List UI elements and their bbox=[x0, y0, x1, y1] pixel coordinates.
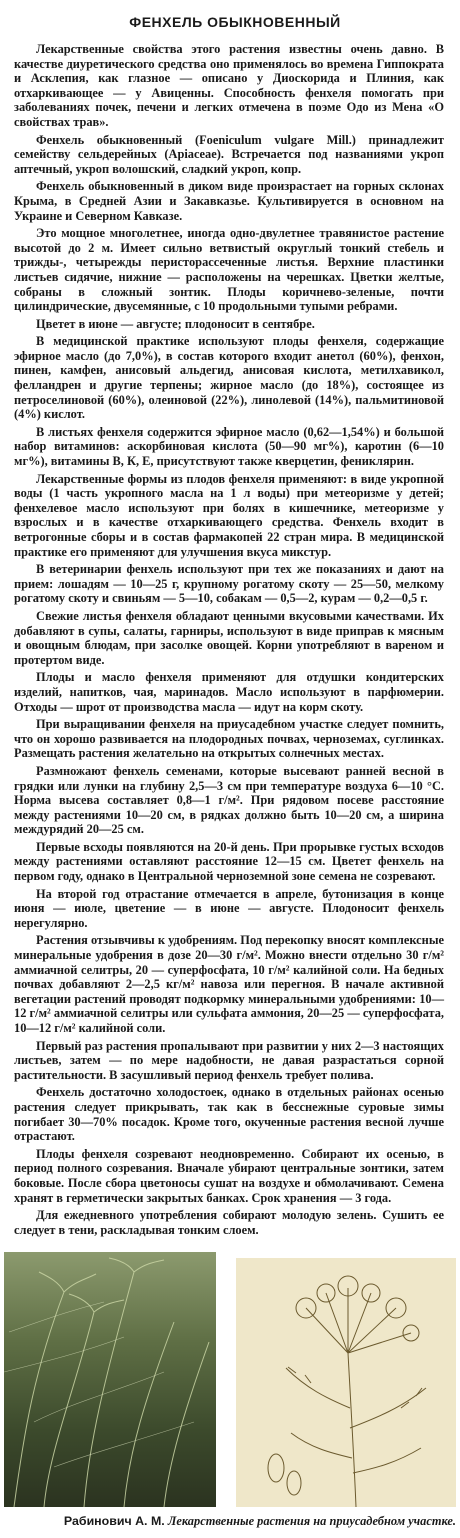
article-title: ФЕНХЕЛЬ ОБЫКНОВЕННЫЙ bbox=[129, 14, 341, 30]
paragraph: В медицинской практике используют плоды фенхеля, содержащие эфирное масло (до 7,0%), в состав которого входит анетол (60%), фенхон, пинен, камфен, анисовый альдегид, анисовая кислота, метилхавикол, фелландрен и другие терпены; жирное масло (до 18%), состоящее из петроселиновой (60%), олеиновой (22%), линолевой (14%), пальмитиновой (4%) кислот. bbox=[14, 334, 444, 422]
paragraph: Фенхель достаточно холодостоек, однако в отдельных районах осенью растения следует прикрывать, так как в бесснежные суровые зимы погибает 30—70% посадок. Кроме того, окученные растения весной лучше отрастают. bbox=[14, 1085, 444, 1144]
paragraph: Свежие листья фенхеля обладают ценными вкусовыми качествами. Их добавляют в супы, салаты, гарниры, используют в виде приправ к мясным и овощным блюдам, при засолке овощей. Корни употребляют в вареном и протертом виде. bbox=[14, 608, 444, 667]
paragraph: Фенхель обыкновенный в диком виде произрастает на горных склонах Крыма, в Средней Азии и Закавказье. Культивируется в основном на Украине и Северном Кавказе. bbox=[14, 179, 444, 223]
caption-book: Лекарственные растения на приусадебном участке. bbox=[167, 1514, 456, 1528]
figures bbox=[4, 1252, 456, 1507]
paragraph: Первый раз растения пропалывают при развитии у них 2—3 настоящих листьев, затем — по мере надобности, не давая разрастаться сорной растительности. В засушливый период фенхель требует полива. bbox=[14, 1038, 444, 1082]
fennel-drawing-icon bbox=[236, 1258, 456, 1507]
source-caption bbox=[4, 1513, 456, 1529]
article-body bbox=[14, 42, 444, 1237]
paragraph: Фенхель обыкновенный (Foeniculum vulgare Mill.) принадлежит семейству сельдерейных (Apiaceae). Встречается под названиями укроп аптечный, укроп волошский, сладкий укроп, копр. bbox=[14, 132, 444, 176]
caption-author: Рабинович А. М. bbox=[63, 1514, 165, 1528]
paragraph: Растения отзывчивы к удобрениям. Под перекопку вносят комплексные минеральные удобрения в дозе 20—30 г/м². Можно внести отдельно 30 г/м² аммиачной селитры, 20 — суперфосфата, 10 г/м² калийной соли. На бедных почвах добавляют 2—2,5 кг/м² навоза или перегноя. В начале активной вегетации растений проводят подкормку минеральными удобрениями: 10—12 г/м² аммиачной селитры или сульфата аммония, 20—25 — суперфосфата, 10—12 г/м² калийной соли. bbox=[14, 933, 444, 1035]
paragraph: Первые всходы появляются на 20-й день. При прорывке густых всходов между растениями оставляют расстояние 12—15 см. Цветет фенхель на первом году, однако в Центральной черноземной зоне семена не созревают. bbox=[14, 839, 444, 884]
paragraph: Лекарственные свойства этого растения известны очень давно. В качестве диуретического средства оно применялось во времена Гиппократа и Асклепия, как глазное — описано у Диоскорида и Плиния, как отхаркивающее — у Авиценны. Способность фенхеля помогать при заболеваниях почек, печени и легких отмечена в поэме Одо из Мена «О свойствах трав». bbox=[14, 42, 444, 129]
fennel-botanical-drawing bbox=[236, 1258, 456, 1507]
paragraph: При выращивании фенхеля на приусадебном участке следует помнить, что он хорошо развивается на плодородных почвах, черноземах, суглинках. Размещать растения желательно на открытых солнечных местах. bbox=[14, 717, 444, 761]
paragraph: Для ежедневного употребления собирают молодую зелень. Сушить ее следует в тени, раскладывая тонким слоем. bbox=[14, 1208, 444, 1237]
paragraph: В листьях фенхеля содержится эфирное масло (0,62—1,54%) и большой набор витаминов: аскорбиновая кислота (50—90 мг%), каротин (6—10 мг%), витамины В, К, Е, присутствуют также кверцетин, фениклярин. bbox=[14, 424, 444, 469]
paragraph: Это мощное многолетнее, иногда одно-двулетнее травянистое растение высотой до 2 м. Имеет сильно ветвистый округлый тонкий стебель и трижды-, четырежды перисторассеченные листья. Верхние пластинки листьев сидячие, нижние — расположены на черешках. Цветки желтые, собраны в сложный зонтик. Плоды коричнево-зеленые, почти цилиндрические, двусемянные, с 10 продольными тупыми ребрами. bbox=[14, 226, 444, 314]
paragraph: Размножают фенхель семенами, которые высевают ранней весной в грядки или лунки на глубину 2,5—3 см при температуре воздуха 6—10 °С. Норма высева составляет 0,8—1 г/м². При рядовом посеве расстояние между растениями 10—20 см, в рядках должно быть 10—20 см, а ширина междурядий 20—25 см. bbox=[14, 763, 444, 837]
paragraph: На второй год отрастание отмечается в апреле, бутонизация в конце июня — июле, цветение — в июне — августе. Плодоносит фенхель нерегулярно. bbox=[14, 886, 444, 930]
paragraph: Лекарственные формы из плодов фенхеля применяют: в виде укропной воды (1 часть укропного масла на 1 л воды) при метеоризме у детей; фенхелевое масло используют при болях в кишечнике, метеоризме у взрослых и в качестве отхаркивающего средства. Фенхель входит в ветрогонные сборы и в состав фармакопей 22 стран мира. В медицинской практике его применяют для улучшения вкуса микстур. bbox=[14, 471, 444, 559]
paragraph: Плоды и масло фенхеля применяют для отдушки кондитерских изделий, напитков, чая, маринадов. Масло используют в парфюмерии. Отходы — шрот от производства масла — идут на корм скоту. bbox=[14, 670, 444, 714]
fennel-photo bbox=[4, 1252, 216, 1507]
paragraph: Плоды фенхеля созревают неодновременно. Собирают их осенью, в период полного созревания. Вначале убирают центральные зонтики, затем боковые. После сбора цветоносы сушат на воздухе и обмолачивают. Семена хранят в герметически закрытых банках. Срок хранения — 3 года. bbox=[14, 1146, 444, 1205]
paragraph: Цветет в июне — августе; плодоносит в сентябре. bbox=[36, 316, 315, 331]
fennel-photo-icon bbox=[4, 1252, 216, 1507]
paragraph: В ветеринарии фенхель используют при тех же показаниях и дают на прием: лошадям — 10—25 г, крупному рогатому скоту — 25—50, мелкому рогатому скоту и свиньям — 5—10, собакам — 0,5—2, курам — 0,2—0,5 г. bbox=[14, 562, 444, 606]
